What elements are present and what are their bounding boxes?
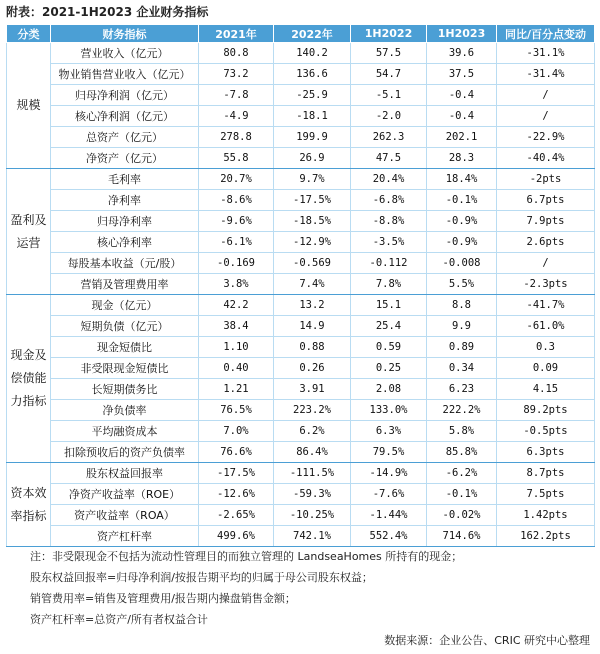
table-row <box>7 64 595 85</box>
table-row <box>7 43 595 64</box>
value-cell: 2.08 <box>351 379 427 400</box>
change-cell: -41.7% <box>497 295 595 316</box>
metric-cell: 现金（亿元） <box>51 295 199 316</box>
table-row <box>7 421 595 442</box>
value-cell: -0.112 <box>351 253 427 274</box>
change-cell: 162.2pts <box>497 526 595 547</box>
value-cell: 3.91 <box>274 379 351 400</box>
value-cell: 13.2 <box>274 295 351 316</box>
change-cell: -2pts <box>497 169 595 190</box>
value-cell: 0.25 <box>351 358 427 379</box>
value-cell: 199.9 <box>274 127 351 148</box>
value-cell: -0.569 <box>274 253 351 274</box>
metric-cell: 核心净利润（亿元） <box>51 106 199 127</box>
value-cell: 38.4 <box>199 316 274 337</box>
value-cell: 9.9 <box>427 316 497 337</box>
value-cell: 9.7% <box>274 169 351 190</box>
value-cell: 18.4% <box>427 169 497 190</box>
column-header: 2022年 <box>274 25 351 43</box>
value-cell: 5.8% <box>427 421 497 442</box>
value-cell: 742.1% <box>274 526 351 547</box>
value-cell: 80.8 <box>199 43 274 64</box>
change-cell: / <box>497 85 595 106</box>
value-cell: -0.4 <box>427 106 497 127</box>
metric-cell: 物业销售营业收入（亿元） <box>51 64 199 85</box>
change-cell: -2.3pts <box>497 274 595 295</box>
change-cell: 1.42pts <box>497 505 595 526</box>
value-cell: 8.8 <box>427 295 497 316</box>
footnote: 销管费用率=销售及管理费用/报告期内操盘销售金额； <box>30 592 296 605</box>
value-cell: 39.6 <box>427 43 497 64</box>
metric-cell: 现金短债比 <box>51 337 199 358</box>
value-cell: -0.9% <box>427 232 497 253</box>
value-cell: -111.5% <box>274 463 351 484</box>
table-row <box>7 127 595 148</box>
value-cell: 20.4% <box>351 169 427 190</box>
value-cell: -6.8% <box>351 190 427 211</box>
value-cell: -4.9 <box>199 106 274 127</box>
financial-indicators-table <box>6 24 595 547</box>
value-cell: -0.1% <box>427 484 497 505</box>
value-cell: 20.7% <box>199 169 274 190</box>
table-row <box>7 106 595 127</box>
value-cell: -3.5% <box>351 232 427 253</box>
value-cell: -6.2% <box>427 463 497 484</box>
value-cell: 6.2% <box>274 421 351 442</box>
value-cell: 202.1 <box>427 127 497 148</box>
value-cell: -59.3% <box>274 484 351 505</box>
change-cell: 4.15 <box>497 379 595 400</box>
metric-cell: 净利率 <box>51 190 199 211</box>
value-cell: -5.1 <box>351 85 427 106</box>
value-cell: -12.6% <box>199 484 274 505</box>
table-row <box>7 211 595 232</box>
value-cell: 278.8 <box>199 127 274 148</box>
value-cell: 15.1 <box>351 295 427 316</box>
value-cell: 133.0% <box>351 400 427 421</box>
value-cell: -0.02% <box>427 505 497 526</box>
value-cell: 55.8 <box>199 148 274 169</box>
metric-cell: 扣除预收后的资产负债率 <box>51 442 199 463</box>
value-cell: 28.3 <box>427 148 497 169</box>
footnote: 资产杠杆率=总资产/所有者权益合计 <box>30 613 208 626</box>
value-cell: 26.9 <box>274 148 351 169</box>
value-cell: 0.88 <box>274 337 351 358</box>
metric-cell: 短期负债（亿元） <box>51 316 199 337</box>
change-cell: -0.5pts <box>497 421 595 442</box>
value-cell: 79.5% <box>351 442 427 463</box>
table-row <box>7 85 595 106</box>
column-header: 同比/百分点变动 <box>497 25 595 43</box>
table-row <box>7 148 595 169</box>
table-row <box>7 274 595 295</box>
metric-cell: 资产杠杆率 <box>51 526 199 547</box>
value-cell: -1.44% <box>351 505 427 526</box>
change-cell: 0.3 <box>497 337 595 358</box>
value-cell: 0.34 <box>427 358 497 379</box>
value-cell: 7.4% <box>274 274 351 295</box>
change-cell: 6.7pts <box>497 190 595 211</box>
value-cell: 14.9 <box>274 316 351 337</box>
value-cell: -2.65% <box>199 505 274 526</box>
category-cell: 盈利及运营 <box>7 169 51 295</box>
metric-cell: 每股基本收益（元/股） <box>51 253 199 274</box>
column-header: 财务指标 <box>51 25 199 43</box>
value-cell: 499.6% <box>199 526 274 547</box>
change-cell: / <box>497 106 595 127</box>
table-row <box>7 442 595 463</box>
metric-cell: 归母净利润（亿元） <box>51 85 199 106</box>
metric-cell: 归母净利率 <box>51 211 199 232</box>
value-cell: 85.8% <box>427 442 497 463</box>
table-row <box>7 358 595 379</box>
value-cell: -17.5% <box>199 463 274 484</box>
value-cell: -0.9% <box>427 211 497 232</box>
value-cell: 25.4 <box>351 316 427 337</box>
table-row <box>7 379 595 400</box>
value-cell: 140.2 <box>274 43 351 64</box>
category-cell: 现金及偿债能力指标 <box>7 295 51 463</box>
table-row <box>7 526 595 547</box>
value-cell: 57.5 <box>351 43 427 64</box>
value-cell: 714.6% <box>427 526 497 547</box>
metric-cell: 核心净利率 <box>51 232 199 253</box>
value-cell: -0.169 <box>199 253 274 274</box>
value-cell: 6.23 <box>427 379 497 400</box>
value-cell: 1.10 <box>199 337 274 358</box>
change-cell: 7.9pts <box>497 211 595 232</box>
value-cell: 37.5 <box>427 64 497 85</box>
metric-cell: 股东权益回报率 <box>51 463 199 484</box>
metric-cell: 资产收益率（ROA） <box>51 505 199 526</box>
change-cell: -22.9% <box>497 127 595 148</box>
metric-cell: 净资产收益率（ROE） <box>51 484 199 505</box>
table-row <box>7 316 595 337</box>
metric-cell: 长短期债务比 <box>51 379 199 400</box>
footnotes <box>30 546 594 630</box>
value-cell: 5.5% <box>427 274 497 295</box>
value-cell: 262.3 <box>351 127 427 148</box>
table-body <box>7 43 595 547</box>
value-cell: 86.4% <box>274 442 351 463</box>
category-cell: 规模 <box>7 43 51 169</box>
metric-cell: 非受限现金短债比 <box>51 358 199 379</box>
metric-cell: 营业收入（亿元） <box>51 43 199 64</box>
footnote: 注：非受限现金不包括为流动性管理目的而独立管理的 LandseaHomes 所持有的现金； <box>30 550 463 563</box>
table-row <box>7 169 595 190</box>
value-cell: 0.89 <box>427 337 497 358</box>
value-cell: -10.25% <box>274 505 351 526</box>
value-cell: -18.5% <box>274 211 351 232</box>
value-cell: -18.1 <box>274 106 351 127</box>
value-cell: -8.6% <box>199 190 274 211</box>
value-cell: 7.0% <box>199 421 274 442</box>
metric-cell: 净负债率 <box>51 400 199 421</box>
change-cell: 7.5pts <box>497 484 595 505</box>
table-row <box>7 400 595 421</box>
value-cell: 73.2 <box>199 64 274 85</box>
value-cell: -12.9% <box>274 232 351 253</box>
change-cell: / <box>497 253 595 274</box>
table-row <box>7 484 595 505</box>
change-cell: 2.6pts <box>497 232 595 253</box>
value-cell: -8.8% <box>351 211 427 232</box>
value-cell: 3.8% <box>199 274 274 295</box>
table-header-row <box>7 25 595 43</box>
category-cell: 资本效率指标 <box>7 463 51 547</box>
value-cell: 223.2% <box>274 400 351 421</box>
footnote: 股东权益回报率=归母净利润/按报告期平均的归属于母公司股东权益； <box>30 571 373 584</box>
value-cell: 42.2 <box>199 295 274 316</box>
change-cell: 89.2pts <box>497 400 595 421</box>
value-cell: -7.8 <box>199 85 274 106</box>
value-cell: 1.21 <box>199 379 274 400</box>
value-cell: 222.2% <box>427 400 497 421</box>
value-cell: 136.6 <box>274 64 351 85</box>
value-cell: 0.40 <box>199 358 274 379</box>
data-source: 数据来源：企业公告、CRIC 研究中心整理 <box>384 634 590 647</box>
value-cell: -17.5% <box>274 190 351 211</box>
table-row <box>7 463 595 484</box>
change-cell: -31.4% <box>497 64 595 85</box>
table-title: 附表：2021-1H2023 企业财务指标 <box>6 5 209 19</box>
value-cell: -0.4 <box>427 85 497 106</box>
change-cell: -31.1% <box>497 43 595 64</box>
metric-cell: 营销及管理费用率 <box>51 274 199 295</box>
value-cell: -0.1% <box>427 190 497 211</box>
value-cell: 54.7 <box>351 64 427 85</box>
value-cell: -2.0 <box>351 106 427 127</box>
value-cell: 6.3% <box>351 421 427 442</box>
metric-cell: 平均融资成本 <box>51 421 199 442</box>
change-cell: 6.3pts <box>497 442 595 463</box>
value-cell: -7.6% <box>351 484 427 505</box>
value-cell: -14.9% <box>351 463 427 484</box>
value-cell: 76.5% <box>199 400 274 421</box>
metric-cell: 总资产（亿元） <box>51 127 199 148</box>
column-header: 1H2023 <box>427 25 497 43</box>
table-row <box>7 295 595 316</box>
value-cell: 552.4% <box>351 526 427 547</box>
metric-cell: 净资产（亿元） <box>51 148 199 169</box>
table-row <box>7 505 595 526</box>
column-header: 1H2022 <box>351 25 427 43</box>
value-cell: 0.26 <box>274 358 351 379</box>
value-cell: 76.6% <box>199 442 274 463</box>
table-row <box>7 253 595 274</box>
value-cell: 0.59 <box>351 337 427 358</box>
change-cell: -40.4% <box>497 148 595 169</box>
value-cell: -6.1% <box>199 232 274 253</box>
value-cell: -25.9 <box>274 85 351 106</box>
table-row <box>7 190 595 211</box>
value-cell: -0.008 <box>427 253 497 274</box>
change-cell: -61.0% <box>497 316 595 337</box>
change-cell: 8.7pts <box>497 463 595 484</box>
value-cell: -9.6% <box>199 211 274 232</box>
value-cell: 47.5 <box>351 148 427 169</box>
metric-cell: 毛利率 <box>51 169 199 190</box>
column-header: 分类 <box>7 25 51 43</box>
table-row <box>7 232 595 253</box>
change-cell: 0.09 <box>497 358 595 379</box>
column-header: 2021年 <box>199 25 274 43</box>
table-row <box>7 337 595 358</box>
value-cell: 7.8% <box>351 274 427 295</box>
